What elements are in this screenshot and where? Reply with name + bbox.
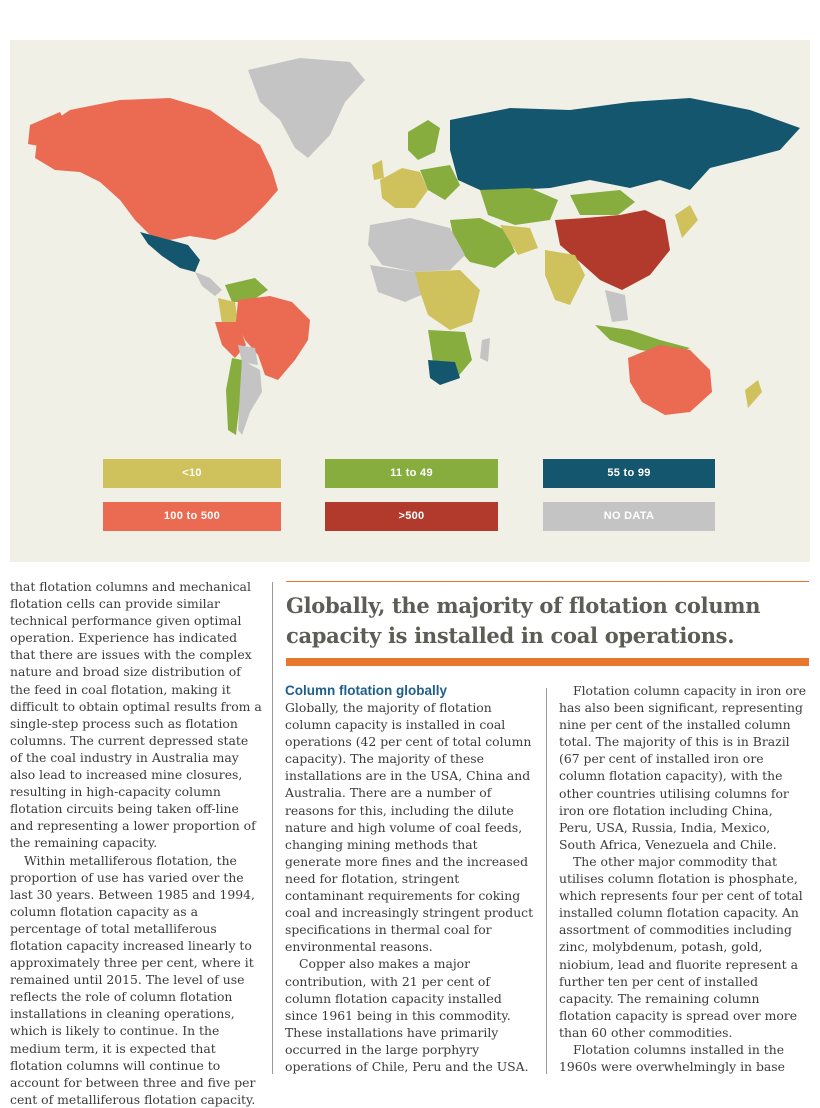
legend-label-100-500: 100 to 500 (163, 510, 221, 522)
map-region-western-europe (380, 168, 428, 208)
article-column-1 (10, 578, 262, 1107)
article-column-3 (559, 682, 809, 1074)
map-region-argentina (238, 360, 262, 435)
column-divider-2 (546, 688, 547, 1074)
col1-paragraph-2: Within metalliferous flotation, the proportion of use has varied over the last 30 years. Between 1985 and 1994, column flotation capacity as a percentage of total metalliferous flotation capacity increased linearly to approximately three per cent, where it remained until 2015. The level of use reflects the role of column flotation installations in cleaning operations, which is likely to continue. In the medium term, it is expected that flotation columns will continue to account for between three and five per cent of metalliferous flotation capacity. (10, 852, 256, 1107)
map-region-mongolia (570, 190, 635, 215)
col3-paragraph-1: Flotation column capacity in iron ore has also been significant, representing nine per cent of the installed column total. The majority of this is in Brazil (67 per cent of installed iron ore column flotation capacity), with the other countries utilising columns for iron ore flotation including China, Peru, USA, Russia, India, Mexico, South Africa, Venezuela and Chile. (559, 683, 807, 852)
legend-label-55-99: 55 to 99 (607, 467, 651, 479)
map-region-north-america (35, 98, 278, 240)
map-region-central-america (195, 272, 222, 296)
map-region-new-zealand (745, 380, 762, 408)
map-region-north-africa (368, 218, 465, 272)
section-heading: Column flotation globally (285, 683, 447, 698)
map-region-russia (450, 98, 800, 190)
pullquote-bottom-rule (286, 658, 809, 666)
map-region-southeast-asia (605, 290, 628, 322)
map-region-south-africa (428, 360, 460, 385)
legend-label-gt500: >500 (398, 510, 425, 522)
legend-label-lt10: <10 (182, 467, 202, 479)
map-region-japan (675, 205, 698, 238)
map-region-greenland (248, 58, 365, 158)
column-divider-1 (272, 582, 273, 1074)
map-region-central-africa (415, 270, 480, 330)
article-column-2 (285, 682, 537, 1074)
world-map-panel (10, 40, 810, 562)
map-region-madagascar (480, 338, 490, 362)
pullquote: Globally, the majority of flotation column capacity is installed in coal operations. (286, 593, 761, 648)
pullquote-top-rule (286, 581, 809, 582)
legend-label-11-49: 11 to 49 (390, 467, 433, 479)
col2-paragraph-1: Globally, the majority of flotation column capacity is installed in coal operations (42 per cent of total column capacity). The majority of these installations are in the USA, China and Australia. There are a number of reasons for this, including the dilute nature and high volume of coal feeds, changing mining methods that generate more fines and the increased need for flotation, stringent contaminant requirements for coking coal and increasingly stringent product specifications in thermal coal for environmental reasons. (285, 700, 534, 955)
map-region-eastern-europe (420, 165, 460, 200)
legend-label-no-data: NO DATA (603, 510, 655, 522)
col3-paragraph-3: Flotation columns installed in the 1960s were overwhelmingly in base (559, 1041, 785, 1075)
col2-paragraph-2: Copper also makes a major contribution, with 21 per cent of column flotation capacity installed since 1961 being in this commodity. These installations have primarily occurred in the large porphyry operations of Chile, Peru and the USA. (285, 956, 529, 1074)
map-region-kazakhstan (480, 188, 558, 225)
col1-paragraph-1: that flotation columns and mechanical flotation cells can provide similar technical performance given optimal operation. Experience has indicated that there are issues with the complex nature and broad size distribution of the feed in coal flotation, making it difficult to obtain optimal results from a single-step process such as flotation columns. The current depressed state of the coal industry in Australia may also lead to increased mine closures, resulting in high-capacity column flotation circuits being taken off-line and representing a lower proportion of the remaining capacity. (10, 579, 262, 851)
col3-paragraph-2: The other major commodity that utilises column flotation is phosphate, which represents four per cent of total installed column flotation capacity. An assortment of commodities including zinc, molybdenum, potash, gold, niobium, lead and fluorite represent a further ten per cent of installed capacity. The remaining column flotation capacity is spread over more than 60 other commodities. (559, 853, 803, 1040)
map-region-scandinavia (408, 120, 440, 160)
map-region-australia (628, 345, 712, 415)
map-region-middle-east (450, 218, 515, 268)
map-region-uk (372, 160, 384, 180)
